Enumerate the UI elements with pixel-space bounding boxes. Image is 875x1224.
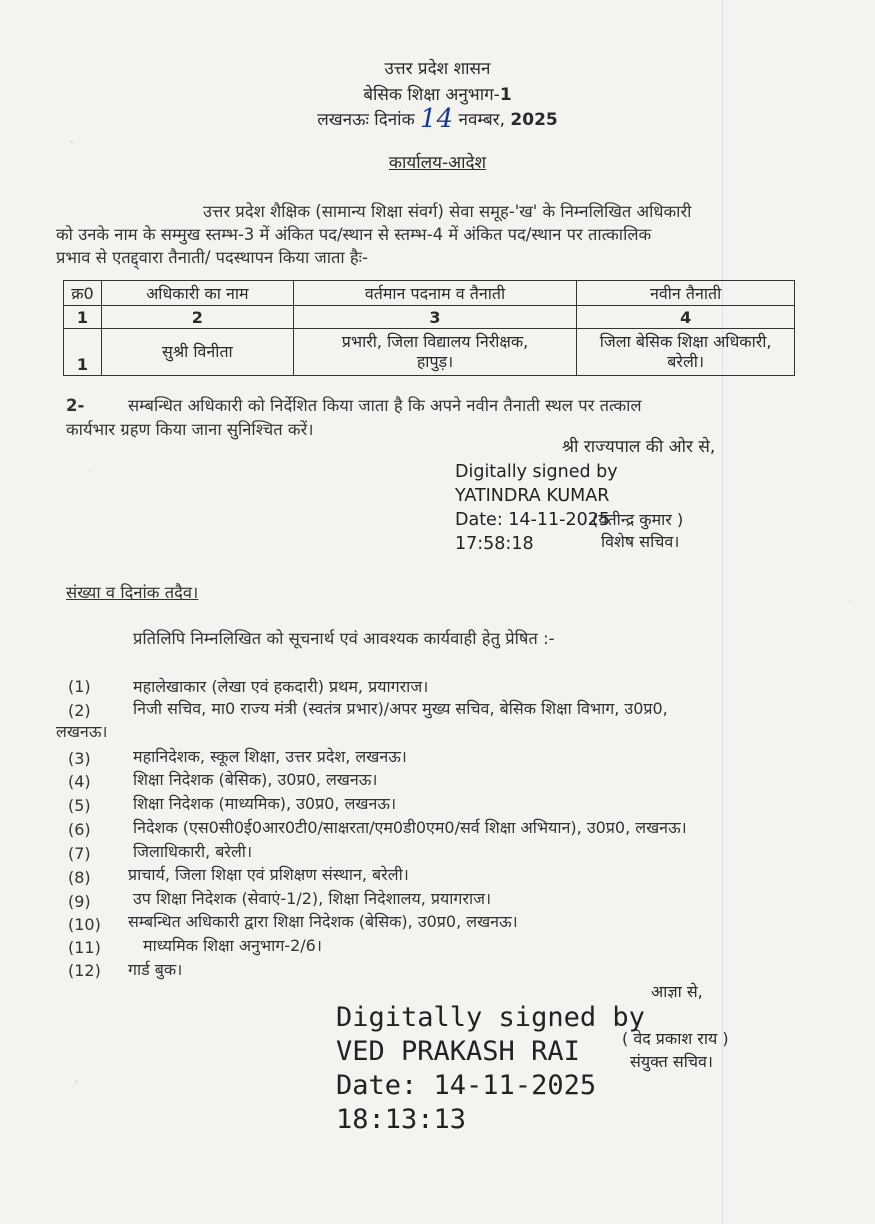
list-num: (5) bbox=[68, 796, 91, 815]
header-section: बेसिक शिक्षा अनुभाग-1 bbox=[363, 85, 512, 105]
row-new-post: जिला बेसिक शिक्षा अधिकारी, बरेली। bbox=[577, 329, 795, 376]
row-current-post: प्रभारी, जिला विद्यालय निरीक्षक, हापुड़। bbox=[293, 329, 577, 376]
header-officer-name: अधिकारी का नाम bbox=[101, 281, 293, 306]
list-item: निदेशक (एस0सी0ई0आर0टी0/साक्षरता/एम0डी0एम0/सर्व शिक्षा अभियान), उ0प्र0, लखनऊ। bbox=[133, 818, 687, 837]
para2-number: 2- bbox=[66, 396, 85, 415]
document-title: कार्यालय-आदेश bbox=[388, 153, 487, 173]
list-num: (4) bbox=[68, 772, 91, 791]
list-item: गार्ड बुक। bbox=[128, 960, 183, 979]
list-item: महानिदेशक, स्कूल शिक्षा, उत्तर प्रदेश, लखनऊ। bbox=[133, 747, 407, 766]
intro-line-1: उत्तर प्रदेश शैक्षिक (सामान्य शिक्षा संवर्ग) सेवा समूह-'ख' के निम्नलिखित अधिकारी bbox=[203, 202, 692, 221]
list-item: माध्यमिक शिक्षा अनुभाग-2/6। bbox=[143, 936, 322, 955]
signer-1-designation: विशेष सचिव। bbox=[601, 532, 680, 551]
list-num: (6) bbox=[68, 820, 91, 839]
list-item: जिलाधिकारी, बरेली। bbox=[133, 842, 253, 861]
signer-2-designation: संयुक्त सचिव। bbox=[630, 1052, 713, 1071]
row-sno: 1 bbox=[64, 329, 102, 376]
scan-speck bbox=[70, 140, 73, 143]
list-item: शिक्षा निदेशक (माध्यमिक), उ0प्र0, लखनऊ। bbox=[133, 794, 397, 813]
list-item: शिक्षा निदेशक (बेसिक), उ0प्र0, लखनऊ। bbox=[133, 770, 378, 789]
copy-intro: प्रतिलिपि निम्नलिखित को सूचनार्थ एवं आवश्यक कार्यवाही हेतु प्रेषित :- bbox=[133, 629, 555, 648]
para2-line-2: कार्यभार ग्रहण किया जाना सुनिश्चित करें। bbox=[66, 420, 314, 439]
list-num: (8) bbox=[68, 868, 91, 887]
list-item-continued: लखनऊ। bbox=[56, 722, 108, 741]
scan-speck bbox=[90, 470, 92, 472]
digital-signature-1: Digitally signed by YATINDRA KUMAR Date: 14-11-2025 17:58:18 bbox=[455, 462, 618, 554]
list-item: उप शिक्षा निदेशक (सेवाएं-1/2), शिक्षा निदेशालय, प्रयागराज। bbox=[133, 889, 492, 908]
scan-speck bbox=[75, 1080, 78, 1083]
signer-1-name: (यतीन्द्र कुमार ) bbox=[592, 510, 684, 529]
posting-table bbox=[63, 280, 795, 376]
list-item: प्राचार्य, जिला शिक्षा एवं प्रशिक्षण संस्थान, बरेली। bbox=[128, 865, 409, 884]
table-header-row bbox=[64, 281, 795, 306]
list-num: (9) bbox=[68, 892, 91, 911]
list-item: सम्बन्धित अधिकारी द्वारा शिक्षा निदेशक (बेसिक), उ0प्र0, लखनऊ। bbox=[128, 912, 518, 931]
intro-line-3: प्रभाव से एतद्द्वारा तैनाती/ पदस्थापन किया जाता हैः- bbox=[56, 248, 368, 267]
header-sno: क्र0 bbox=[64, 281, 102, 306]
list-num: (7) bbox=[68, 844, 91, 863]
handwritten-day: 14 bbox=[420, 104, 454, 134]
row-officer-name: सुश्री विनीता bbox=[101, 329, 293, 376]
list-num: (3) bbox=[68, 749, 91, 768]
header-government: उत्तर प्रदेश शासन bbox=[384, 59, 491, 79]
list-num: (2) bbox=[68, 701, 91, 720]
list-num: (1) bbox=[68, 677, 91, 696]
scan-speck bbox=[850, 600, 852, 602]
para2-line-1: सम्बन्धित अधिकारी को निर्देशित किया जाता है कि अपने नवीन तैनाती स्थल पर तत्काल bbox=[128, 396, 642, 415]
list-item: निजी सचिव, मा0 राज्य मंत्री (स्वतंत्र प्रभार)/अपर मुख्य सचिव, बेसिक शिक्षा विभाग, उ0प्र0, bbox=[133, 699, 668, 718]
table-row bbox=[64, 329, 795, 376]
list-num: (11) bbox=[68, 938, 101, 957]
on-behalf-of-governor: श्री राज्यपाल की ओर से, bbox=[562, 437, 716, 457]
list-item: महालेखाकार (लेखा एवं हकदारी) प्रथम, प्रयागराज। bbox=[133, 677, 429, 696]
digital-signature-2: Digitally signed by VED PRAKASH RAI Date: 14-11-2025 18:13:13 bbox=[336, 1002, 645, 1135]
header-new-post: नवीन तैनाती bbox=[577, 281, 795, 306]
by-order: आज्ञा से, bbox=[651, 982, 703, 1001]
table-number-row: 1 2 3 4 bbox=[64, 306, 795, 329]
intro-line-2: को उनके नाम के सम्मुख स्तम्भ-3 में अंकित पद/स्थान से स्तम्भ-4 में अंकित पद/स्थान पर तात्कालिक bbox=[56, 225, 652, 244]
signer-2-name: ( वेद प्रकाश राय ) bbox=[622, 1029, 729, 1048]
list-num: (12) bbox=[68, 961, 101, 980]
reference-line: संख्या व दिनांक तदैव। bbox=[66, 583, 199, 602]
header-current-post: वर्तमान पदनाम व तैनाती bbox=[293, 281, 577, 306]
header-date: लखनऊः दिनांक 14 नवम्बर, 2025 bbox=[317, 104, 558, 134]
list-num: (10) bbox=[68, 915, 101, 934]
